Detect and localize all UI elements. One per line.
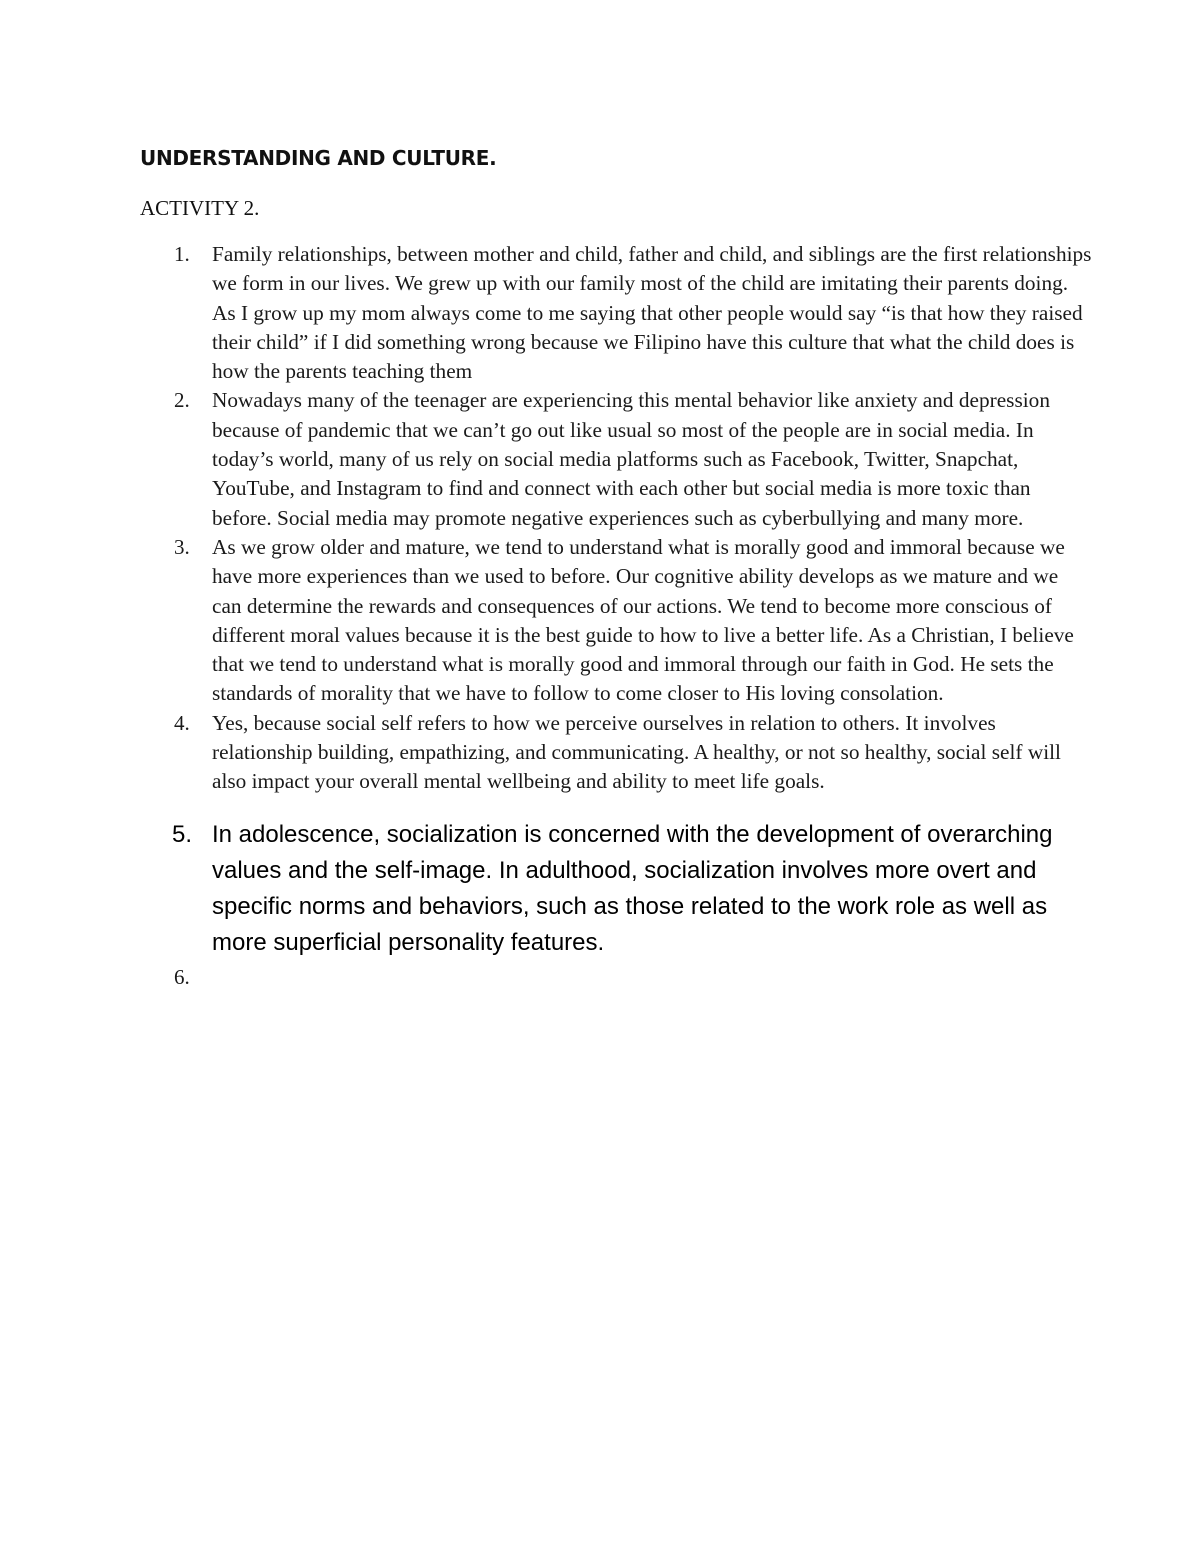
list-item <box>0 240 1200 386</box>
item-text: Yes, because social self refers to how we perceive ourselves in relation to others. It involves relationship building, empathizing, and communicating. A healthy, or not so healthy, social self will also impact your overall mental wellbeing and ability to meet life goals. <box>212 710 1061 794</box>
list-item <box>0 386 1200 532</box>
item-text <box>212 961 1092 990</box>
list-item <box>0 709 1200 797</box>
item-number: 3. <box>174 534 190 559</box>
list-item <box>0 961 1200 990</box>
item-number: 6. <box>174 965 190 990</box>
item-text: Nowadays many of the teenager are experiencing this mental behavior like anxiety and depression because of pandemic that we can’t go out like usual so most of the people are in social media. In today’s world, many of us rely on social media platforms such as Facebook, Twitter, Snapchat, YouTube, and Instagram to find and connect with each other but social media is more toxic than before. Social media may promote negative experiences such as cyberbullying and many more. <box>212 388 1050 530</box>
item-number: 4. <box>174 710 190 735</box>
item-text: Family relationships, between mother and child, father and child, and siblings are the first relationships we form in our lives. We grew up with our family most of the child are imitating their parents doing. As I grow up my mom always come to me saying that other people would say “is that how they raised their child” if I did something wrong because we Filipino have this culture that what the child does is how the parents teaching them <box>212 242 1092 384</box>
activity-subheading: ACTIVITY 2. <box>140 196 260 220</box>
document-heading: UNDERSTANDING AND CULTURE. <box>140 146 497 170</box>
item-number: 5. <box>172 820 193 848</box>
item-number: 2. <box>174 388 190 413</box>
list-item <box>0 533 1200 709</box>
item-text: As we grow older and mature, we tend to understand what is morally good and immoral because we have more experiences than we used to before. Our cognitive ability develops as we mature and we can determine the rewards and consequences of our actions. We tend to become more conscious of different moral values because it is the best guide to how to live a better life. As a Christian, I believe that we tend to understand what is morally good and immoral through our faith in God. He sets the standards of morality that we have to follow to come closer to His loving consolation. <box>212 534 1074 706</box>
answer-list <box>0 240 1200 990</box>
list-item <box>0 817 1200 962</box>
item-text: In adolescence, socialization is concerned with the development of overarching values and the self-image. In adulthood, socialization involves more overt and specific norms and behaviors, such as those related to the work role as well as more superficial personality features. <box>212 820 1053 957</box>
item-number: 1. <box>174 242 190 266</box>
